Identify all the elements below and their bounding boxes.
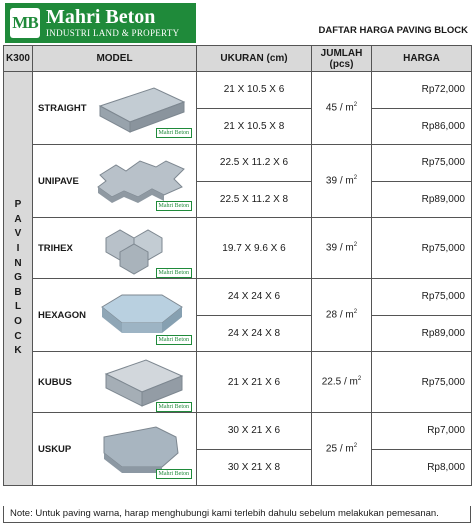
table-row: [4, 413, 472, 450]
category-letter: V: [14, 228, 22, 240]
category-letter: I: [16, 243, 20, 255]
model-cell: [33, 352, 197, 413]
category-letter: N: [14, 257, 22, 269]
category-letter: K: [14, 345, 22, 357]
price-cell: Rp75,000: [372, 352, 472, 413]
qty-unit: / m: [339, 102, 354, 114]
price-cell: Rp86,000: [372, 108, 472, 145]
qty-value: 22.5: [321, 376, 342, 388]
qty-value: 28: [325, 309, 338, 321]
qty-value: 39: [325, 242, 338, 254]
watermark: Mahri Beton: [156, 268, 193, 278]
qty-cell: [312, 279, 372, 352]
price-table: [3, 45, 472, 486]
model-cell: [33, 72, 197, 145]
model-cell: [33, 279, 197, 352]
price-cell: Rp72,000: [372, 72, 472, 109]
qty-unit-sup: 2: [353, 242, 358, 249]
price-cell: Rp89,000: [372, 181, 472, 218]
unipave-paver-icon: [92, 151, 192, 211]
company-name: Mahri Beton: [46, 6, 156, 28]
straight-paver-icon: [92, 78, 192, 138]
category-letter: O: [14, 315, 22, 327]
qty-unit: / m: [344, 376, 358, 388]
size-cell: 22.5 X 11.2 X 8: [197, 181, 312, 218]
model-cell: [33, 145, 197, 218]
qty-cell: [312, 72, 372, 145]
qty-cell: [312, 218, 372, 279]
size-cell: 24 X 24 X 8: [197, 315, 312, 352]
price-cell: Rp8,000: [372, 449, 472, 486]
watermark: Mahri Beton: [156, 201, 193, 211]
col-header-grade: K300: [4, 46, 33, 72]
qty-value: 25: [325, 443, 338, 455]
model-name: UNIPAVE: [38, 175, 79, 187]
qty-unit: / m: [339, 443, 354, 455]
size-cell: 21 X 10.5 X 8: [197, 108, 312, 145]
category-label: [4, 72, 33, 486]
company-tagline: INDUSTRI LAND & PROPERTY: [46, 28, 180, 38]
company-logo: [5, 3, 196, 43]
qty-unit-sup: 2: [353, 175, 358, 182]
size-cell: 21 X 10.5 X 6: [197, 72, 312, 109]
watermark: Mahri Beton: [156, 128, 193, 138]
category-letter: G: [14, 272, 22, 284]
category-letter: A: [14, 213, 22, 225]
document-title: DAFTAR HARGA PAVING BLOCK: [318, 25, 468, 36]
table-row: [4, 352, 472, 413]
qty-unit: / m: [339, 175, 354, 187]
model-name: KUBUS: [38, 376, 72, 388]
qty-unit-sup: 2: [353, 102, 358, 109]
table-header-row: [4, 46, 472, 72]
model-cell: [33, 218, 197, 279]
price-cell: Rp75,000: [372, 279, 472, 316]
qty-cell: [312, 413, 372, 486]
price-cell: Rp89,000: [372, 315, 472, 352]
model-name: STRAIGHT: [38, 102, 87, 114]
watermark: Mahri Beton: [156, 402, 193, 412]
qty-cell: [312, 145, 372, 218]
size-cell: 24 X 24 X 6: [197, 279, 312, 316]
watermark: Mahri Beton: [156, 335, 193, 345]
category-letter: P: [14, 199, 22, 211]
table-row: [4, 218, 472, 279]
model-name: HEXAGON: [38, 309, 87, 321]
qty-value: 39: [325, 175, 338, 187]
col-header-qty: JUMLAH (pcs): [312, 46, 372, 72]
qty-unit: / m: [339, 309, 354, 321]
category-letter: L: [14, 301, 22, 313]
qty-unit-sup: 2: [353, 309, 358, 316]
size-cell: 19.7 X 9.6 X 6: [197, 218, 312, 279]
qty-unit: / m: [339, 242, 354, 254]
uskup-paver-icon: [92, 419, 192, 479]
qty-unit-sup: 2: [353, 443, 358, 450]
trihex-paver-icon: [92, 218, 192, 278]
category-letter: B: [14, 286, 22, 298]
qty-value: 45: [325, 102, 338, 114]
qty-unit-sup: 2: [357, 376, 362, 383]
col-header-price: HARGA: [372, 46, 472, 72]
table-row: [4, 279, 472, 316]
price-cell: Rp75,000: [372, 218, 472, 279]
table-row: [4, 145, 472, 182]
col-header-model: MODEL: [33, 46, 197, 72]
model-cell: [33, 413, 197, 486]
kubus-paver-icon: [92, 352, 192, 412]
size-cell: 30 X 21 X 6: [197, 413, 312, 450]
model-name: TRIHEX: [38, 242, 73, 254]
size-cell: 22.5 X 11.2 X 6: [197, 145, 312, 182]
table-row: [4, 72, 472, 109]
size-cell: 30 X 21 X 8: [197, 449, 312, 486]
size-cell: 21 X 21 X 6: [197, 352, 312, 413]
qty-cell: [312, 352, 372, 413]
footer-note: Note: Untuk paving warna, harap menghubungi kami terlebih dahulu sebelum melakukan pemesanan.: [3, 506, 471, 523]
category-letter: C: [14, 330, 22, 342]
price-cell: Rp7,000: [372, 413, 472, 450]
col-header-size: UKURAN (cm): [197, 46, 312, 72]
model-name: USKUP: [38, 443, 72, 455]
logo-mark: MB: [10, 8, 40, 38]
price-cell: Rp75,000: [372, 145, 472, 182]
watermark: Mahri Beton: [156, 469, 193, 479]
hexagon-paver-icon: [92, 285, 192, 345]
